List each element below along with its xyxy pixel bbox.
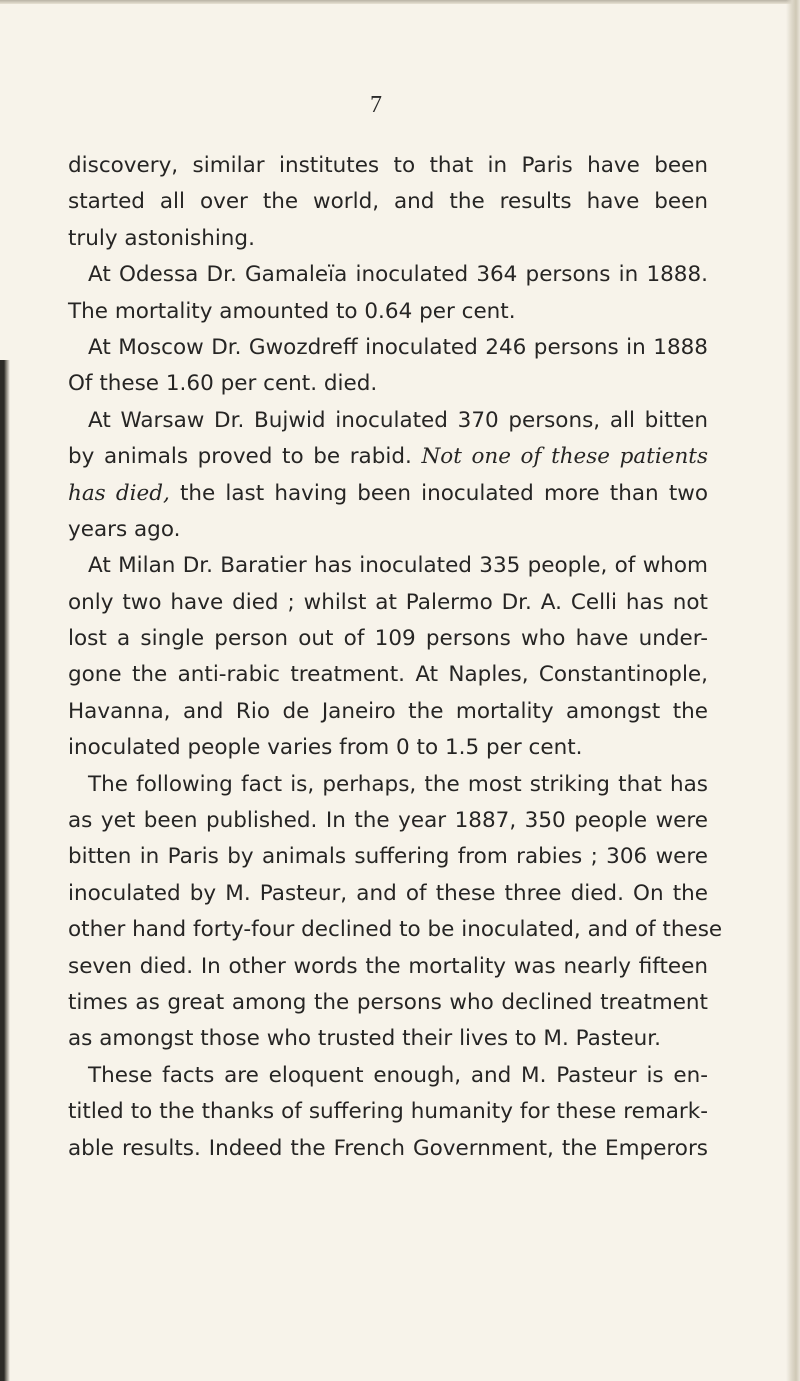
text-line: The mortality amounted to 0.64 per cent. <box>68 298 516 324</box>
text-line: other hand forty-four declined to be inoculated, and of these <box>68 917 723 943</box>
text-segment: the last having been inoculated more than two <box>179 480 708 506</box>
binding-shadow <box>0 360 10 1381</box>
text-line: titled to the thanks of suffering humanity for these remark- <box>68 1099 708 1125</box>
text-segment: by animals proved to be rabid. <box>68 444 412 470</box>
text-line: discovery, similar institutes to that in Paris have been <box>68 153 708 178</box>
text-line: The following fact is, perhaps, the most striking that has <box>88 771 708 797</box>
text-line <box>68 439 708 475</box>
page-number: 7 <box>370 92 382 118</box>
text-line: times as great among the persons who declined treatment <box>68 989 708 1015</box>
italic-emphasis: has died, <box>68 480 170 506</box>
italic-emphasis: Not one of these patients <box>421 444 708 470</box>
text-line: At Moscow Dr. Gwozdreff inoculated 246 persons in 1888 <box>88 334 708 360</box>
text-line: At Warsaw Dr. Bujwid inoculated 370 persons, all bitten <box>88 407 708 433</box>
text-line <box>68 476 708 512</box>
text-line: truly astonishing. <box>68 225 255 251</box>
text-line: At Odessa Dr. Gamaleïa inoculated 364 persons in 1888. <box>88 262 708 288</box>
body-text <box>68 148 723 1167</box>
text-line: bitten in Paris by animals suffering from rabies ; 306 were <box>68 844 708 870</box>
text-line: inoculated people varies from 0 to 1.5 per cent. <box>68 735 583 761</box>
text-line: as amongst those who trusted their lives to M. Pasteur. <box>68 1026 661 1052</box>
text-line: At Milan Dr. Baratier has inoculated 335 people, of whom <box>88 553 708 579</box>
text-line: Of these 1.60 per cent. died. <box>68 371 378 397</box>
text-line: only two have died ; whilst at Palermo Dr. A. Celli has not <box>68 589 708 615</box>
page-top-edge <box>0 0 800 4</box>
page-right-edge <box>786 0 800 1381</box>
text-line: These facts are eloquent enough, and M. Pasteur is en- <box>88 1062 708 1088</box>
text-line: started all over the world, and the results have been <box>68 189 708 215</box>
text-line: gone the anti-rabic treatment. At Naples, Constantinople, <box>68 662 708 688</box>
text-line: Havanna, and Rio de Janeiro the mortality amongst the <box>68 698 708 724</box>
text-line: seven died. In other words the mortality was nearly fifteen <box>68 953 708 979</box>
text-line: as yet been published. In the year 1887, 350 people were <box>68 808 708 834</box>
text-line: inoculated by M. Pasteur, and of these three died. On the <box>68 880 708 906</box>
text-line: able results. Indeed the French Government, the Emperors <box>68 1135 708 1161</box>
text-line: years ago. <box>68 516 181 542</box>
text-line: lost a single person out of 109 persons who have under- <box>68 626 708 652</box>
